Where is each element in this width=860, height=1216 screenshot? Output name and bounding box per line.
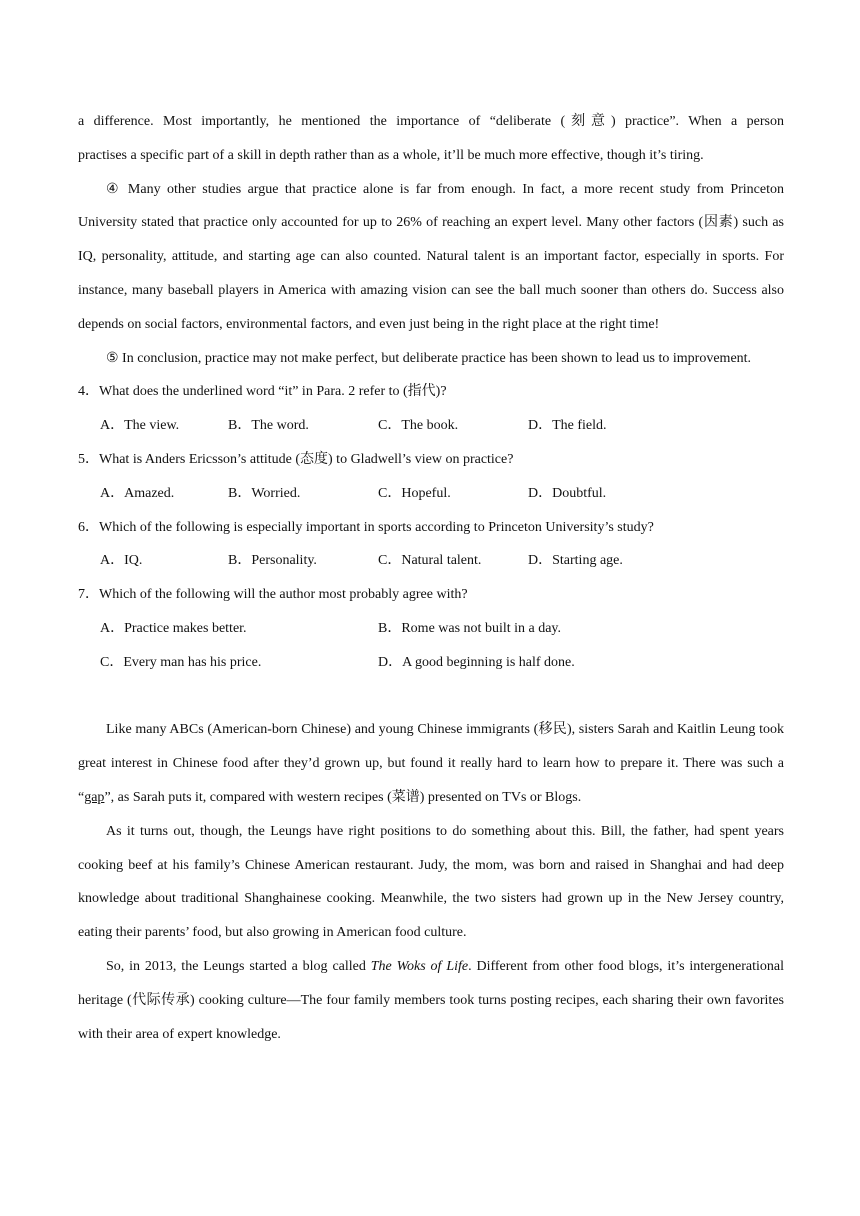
option-c: C．Every man has his price.	[100, 654, 262, 670]
blog-title: The Woks of Life	[370, 958, 469, 974]
passage1-para4: ④ Many other studies argue that practice alone is far from enough. In fact, a more recent study from Princeton University stated that practice only accounted for up to 26% of reaching an expert level. Many other factors (因素) such as IQ, personality, attitude, and starting age can also counted. Natural talent is an important factor, especially in sports. For instance, many baseball players in America with amazing vision can see the ball much sooner than others do. Success also depends on social factors, environmental factors, and even just being in the right place at the right time!	[78, 181, 784, 332]
option-a: A．IQ.	[100, 553, 143, 569]
option-d: D．A good beginning is half done.	[378, 654, 575, 670]
passage2-para3	[78, 950, 784, 1051]
option-c: C．Hopeful.	[378, 485, 451, 501]
passage2-para3-text-b: . Different from other food blogs, it’s intergenerational heritage (代际传承) cooking culture—The four family members took turns posting recipes, each sharing their own favorites with their area of expert knowledge.	[78, 958, 784, 1042]
question-7-options-row2	[78, 646, 784, 680]
passage1-para3-line1: a difference. Most importantly, he mentioned the importance of “deliberate (刻意) practice”. When a person	[78, 114, 784, 129]
passage2-para2: As it turns out, though, the Leungs have right positions to do something about this. Bill, the father, had spent years cooking beef at his family’s Chinese American restaurant. Judy, the mom, was born and raised in Shanghai and had deep knowledge about traditional Shanghainese cooking. Meanwhile, the two sisters had grown up in the New Jersey country, eating their parents’ food, but also growing in American food culture.	[78, 823, 784, 941]
underlined-word-gap: gap	[84, 789, 105, 805]
option-b: B．The word.	[228, 418, 309, 434]
option-a: A．Amazed.	[100, 485, 175, 501]
passage2-para3-text-a: So, in 2013, the Leungs started a blog called	[106, 958, 371, 974]
passage1-para3-line2: practises a specific part of a skill in depth rather than as a whole, it’ll be much more effective, though it’s tiring.	[78, 147, 704, 163]
question-7-stem: 7．Which of the following will the author most probably agree with?	[78, 587, 468, 603]
question-4-stem: 4．What does the underlined word “it” in Para. 2 refer to (指代)?	[78, 384, 447, 400]
option-b: B．Personality.	[228, 553, 317, 569]
option-d: D．The field.	[528, 418, 607, 434]
section-spacer	[78, 680, 784, 714]
passage2-para1-text-a: Like many ABCs (American-born Chinese) and young Chinese immigrants (移民), sisters Sarah and Kaitlin Leung took great interest in Chinese food after they’d grown up, but found it really hard to learn how to prepare it. There was such a “	[78, 722, 784, 805]
option-a: A．Practice makes better.	[100, 620, 247, 636]
option-d: D．Doubtful.	[528, 485, 607, 501]
question-5-options	[78, 477, 784, 511]
option-b: B．Rome was not built in a day.	[378, 620, 562, 636]
passage2-para1	[78, 713, 784, 814]
question-4-options	[78, 409, 784, 443]
passage2-para1-text-b: ”, as Sarah puts it, compared with western recipes (菜谱) presented on TVs or Blogs.	[104, 789, 582, 805]
option-c: C．Natural talent.	[378, 553, 482, 569]
question-5-stem: 5．What is Anders Ericsson’s attitude (态度) to Gladwell’s view on practice?	[78, 451, 514, 467]
document-page	[78, 105, 784, 1051]
question-6-options	[78, 544, 784, 578]
option-a: A．The view.	[100, 418, 180, 434]
option-d: D．Starting age.	[528, 553, 623, 569]
passage1-para5: ⑤ In conclusion, practice may not make perfect, but deliberate practice has been shown to lead us to improvement.	[106, 350, 752, 366]
question-6-stem: 6．Which of the following is especially important in sports according to Princeton University’s study?	[78, 519, 654, 535]
question-7-options-row1	[78, 612, 784, 646]
option-b: B．Worried.	[228, 485, 301, 501]
option-c: C．The book.	[378, 418, 459, 434]
